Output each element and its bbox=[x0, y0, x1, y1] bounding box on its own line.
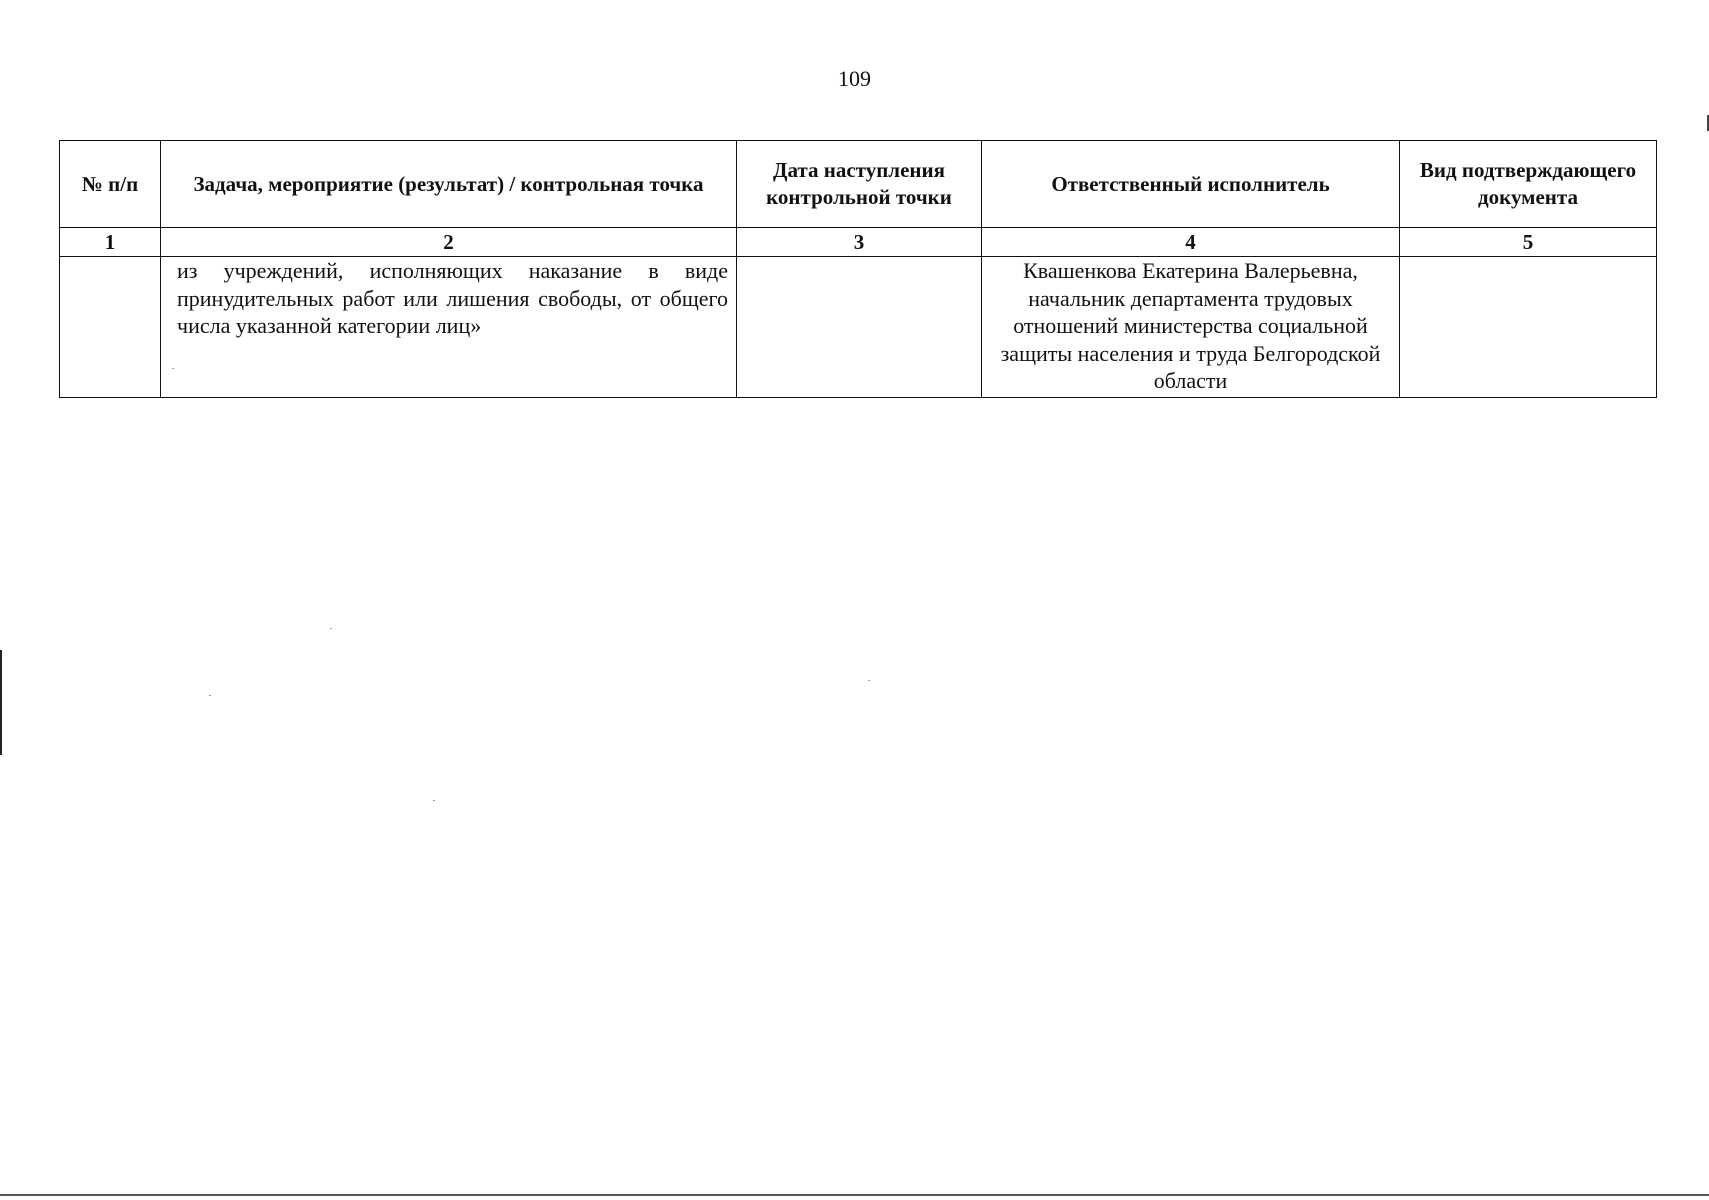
scan-speck bbox=[172, 368, 174, 369]
scan-edge-mark bbox=[0, 650, 2, 755]
cell-date bbox=[737, 257, 982, 398]
column-number: 4 bbox=[982, 228, 1400, 257]
cell-task: из учреждений, исполняющих наказание в виде принудительных работ или лишения свободы, от общего числа указанной категории лиц» bbox=[161, 257, 737, 398]
column-number: 5 bbox=[1400, 228, 1657, 257]
cell-document bbox=[1400, 257, 1657, 398]
table-row bbox=[60, 257, 1657, 398]
scan-bottom-line bbox=[0, 1194, 1709, 1196]
scan-speck bbox=[209, 695, 211, 696]
column-number-row bbox=[60, 228, 1657, 257]
column-number: 3 bbox=[737, 228, 982, 257]
header-task: Задача, мероприятие (результат) / контрольная точка bbox=[161, 141, 737, 228]
column-number: 2 bbox=[161, 228, 737, 257]
cell-num bbox=[60, 257, 161, 398]
header-document: Вид подтверждающего документа bbox=[1400, 141, 1657, 228]
scan-speck bbox=[330, 628, 332, 629]
control-points-table bbox=[59, 140, 1657, 398]
column-number: 1 bbox=[60, 228, 161, 257]
header-executor: Ответственный исполнитель bbox=[982, 141, 1400, 228]
header-date: Дата наступления контрольной точки bbox=[737, 141, 982, 228]
header-num: № п/п bbox=[60, 141, 161, 228]
cell-executor: Квашенкова Екатерина Валерьевна, начальник департамента трудовых отношений министерства социальной защиты населения и труда Белгородской области bbox=[982, 257, 1400, 398]
page-number: 109 bbox=[838, 66, 871, 91]
scan-speck bbox=[433, 800, 435, 801]
table-header-row bbox=[60, 141, 1657, 228]
scan-speck bbox=[868, 680, 870, 681]
